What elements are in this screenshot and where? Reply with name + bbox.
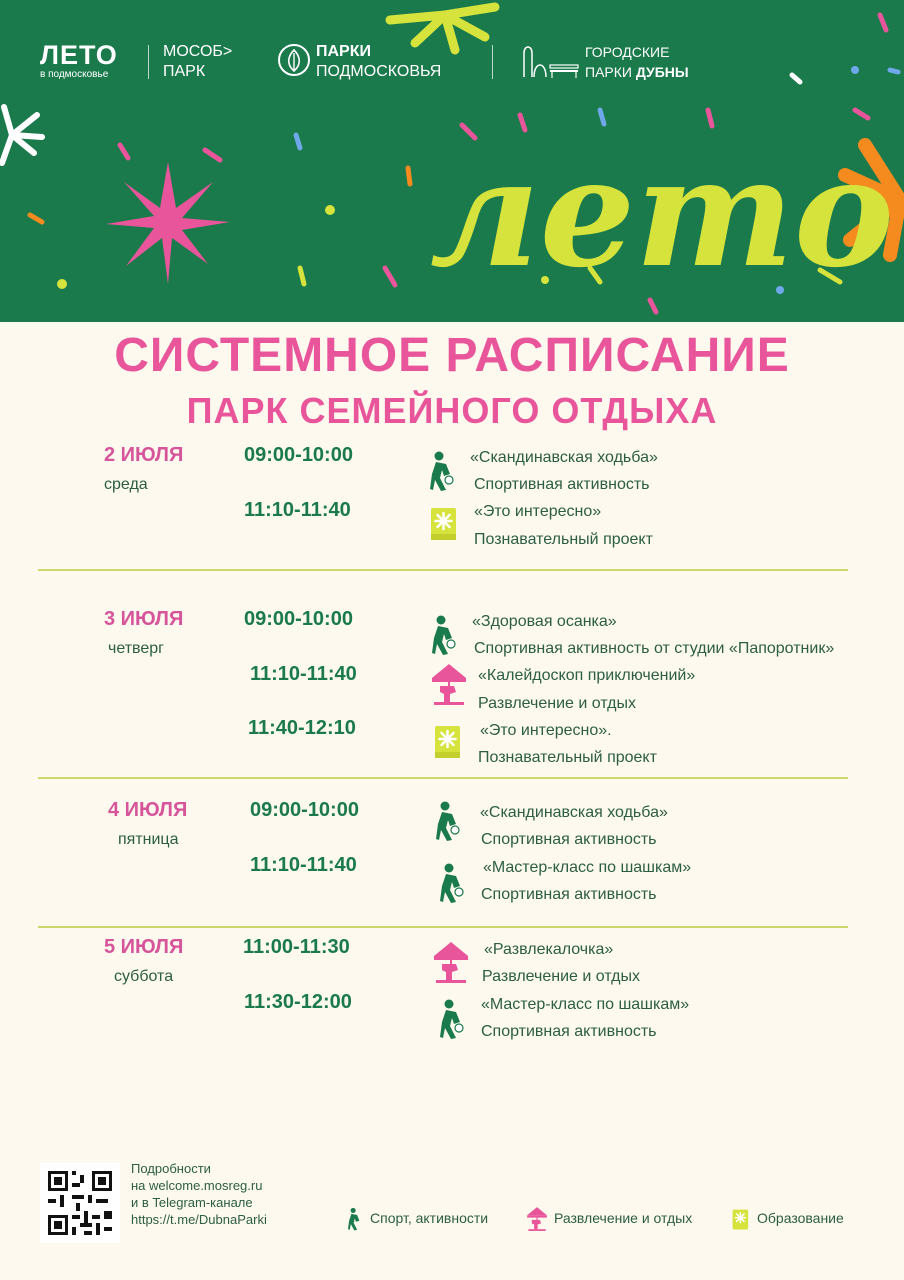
logo-divider: [148, 45, 149, 79]
day-weekday: четверг: [108, 640, 164, 657]
event-type: Развлечение и отдых: [478, 695, 636, 712]
education-icon: [434, 725, 462, 759]
sport-icon: [440, 862, 468, 904]
day-weekday: суббота: [114, 968, 174, 985]
footer-website-link[interactable]: на welcome.mosreg.ru: [131, 1178, 263, 1193]
sport-icon: [440, 998, 468, 1040]
event-name: «Это интересно»: [474, 503, 602, 520]
footer-telegram-link[interactable]: https://t.me/DubnaParki: [131, 1212, 267, 1227]
event-type: Познавательный проект: [478, 749, 657, 766]
sport-icon: [430, 450, 458, 492]
sport-icon: [436, 800, 464, 842]
day-date: 5 ИЮЛЯ: [104, 936, 184, 958]
logo-divider: [492, 45, 493, 79]
event-name: «Здоровая осанка»: [472, 613, 617, 630]
event-time: 11:10-11:40: [250, 663, 357, 685]
event-type: Развлечение и отдых: [482, 968, 640, 985]
park-bench-icon: [516, 41, 580, 81]
education-icon: [430, 507, 458, 541]
event-name: «Калейдоскоп приключений»: [478, 667, 696, 684]
event-time: 09:00-10:00: [244, 444, 353, 466]
event-name: «Скандинавская ходьба»: [480, 804, 668, 821]
event-time: 11:10-11:40: [250, 854, 357, 876]
day-weekday: пятница: [118, 831, 179, 848]
carousel-icon: [526, 1206, 548, 1232]
event-name: «Мастер-класс по шашкам»: [483, 859, 692, 876]
sport-icon: [348, 1207, 364, 1231]
day-divider: [38, 777, 848, 779]
event-type: Спортивная активность: [481, 831, 657, 848]
footer-info-line: и в Telegram-канале: [131, 1195, 253, 1210]
qr-code[interactable]: [40, 1163, 120, 1243]
parki-logo-line1: ПАРКИ: [316, 43, 371, 60]
event-type: Спортивная активность: [481, 886, 657, 903]
page-title: СИСТЕМНОЕ РАСПИСАНИЕ: [114, 329, 790, 382]
day-date: 3 ИЮЛЯ: [104, 608, 184, 630]
event-name: «Скандинавская ходьба»: [470, 449, 658, 466]
svg-text:лето: лето: [430, 125, 894, 301]
leto-handwritten-title: [430, 100, 894, 301]
leto-logo-subtitle: в подмосковье: [40, 69, 109, 80]
event-time: 09:00-10:00: [250, 799, 359, 821]
event-type: Спортивная активность: [481, 1023, 657, 1040]
event-time: 11:30-12:00: [244, 991, 352, 1013]
header-banner: [0, 0, 904, 322]
carousel-icon: [430, 662, 468, 706]
mosobpark-logo-line1: МОСОБ>: [163, 43, 233, 60]
parki-logo-line2: ПОДМОСКОВЬЯ: [316, 63, 442, 80]
day-divider: [38, 926, 848, 928]
event-time: 11:00-11:30: [243, 936, 350, 958]
event-name: «Развлекалочка»: [484, 941, 614, 958]
dubna-logo-line1: ГОРОДСКИЕ: [585, 44, 670, 60]
day-weekday: среда: [104, 476, 148, 493]
footer-info: [131, 1160, 267, 1228]
event-type: Спортивная активность от студии «Папоротник»: [474, 640, 835, 657]
carousel-icon: [432, 940, 470, 984]
legend-sport-label: Спорт, активности: [370, 1210, 489, 1226]
education-icon: [732, 1209, 750, 1231]
leto-logo: ЛЕТО: [40, 40, 118, 70]
event-time: 09:00-10:00: [244, 608, 353, 630]
day-date: 4 ИЮЛЯ: [108, 799, 188, 821]
footer-info-line: Подробности: [131, 1161, 211, 1176]
leaf-icon: [277, 43, 311, 77]
mosobpark-logo-line2: ПАРК: [163, 63, 206, 80]
legend-entertainment-label: Развлечение и отдых: [554, 1210, 693, 1226]
page-subtitle: ПАРК СЕМЕЙНОГО ОТДЫХА: [186, 390, 718, 431]
sport-icon: [432, 614, 460, 656]
event-time: 11:10-11:40: [244, 499, 351, 521]
event-type: Познавательный проект: [474, 531, 653, 548]
event-name: «Мастер-класс по шашкам»: [481, 996, 690, 1013]
day-date: 2 ИЮЛЯ: [104, 444, 184, 466]
event-name: «Это интересно».: [480, 722, 612, 739]
event-time: 11:40-12:10: [248, 717, 356, 739]
event-type: Спортивная активность: [474, 476, 650, 493]
day-divider: [38, 569, 848, 571]
legend-education-label: Образование: [757, 1210, 844, 1226]
dubna-logo-line2: ПАРКИ ДУБНЫ: [585, 64, 689, 80]
